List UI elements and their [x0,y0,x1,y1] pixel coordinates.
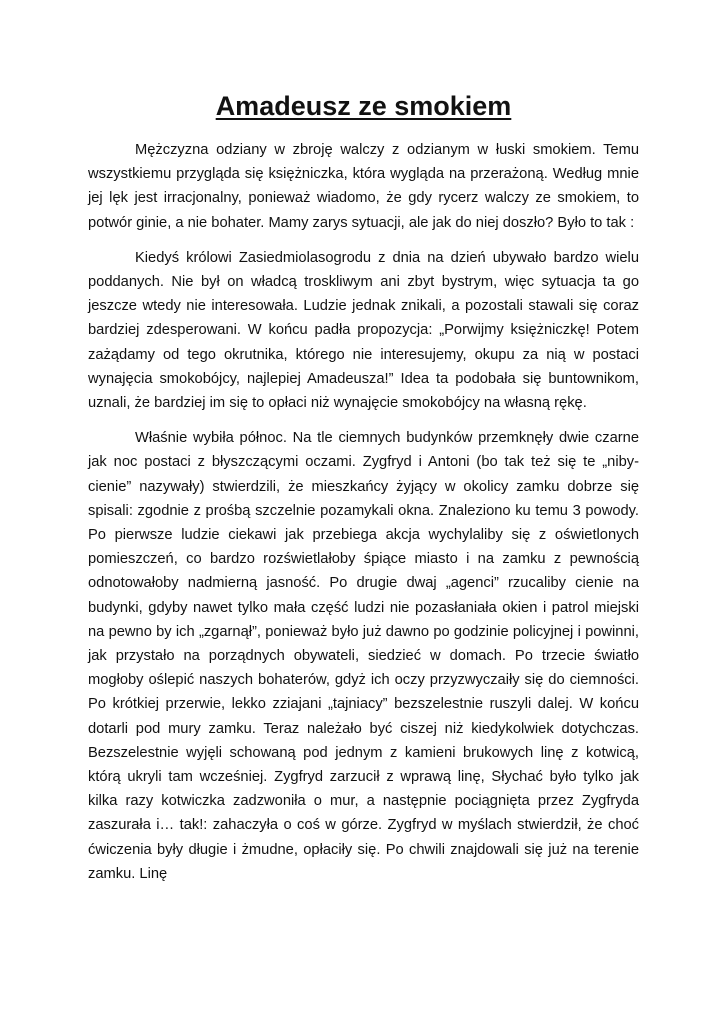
paragraph-king: Kiedyś królowi Zasiedmiolasogrodu z dnia na dzień ubywało bardzo wielu poddanych. Nie był on władcą troskliwym ani zbyt bystrym, więc sytuacja ta go jeszcze wtedy nie interesowała. Ludzie jednak znikali, a pozostali stawali się coraz bardziej zdesperowani. W końcu padła propozycja: „Porwijmy księżniczkę! Potem zażądamy od tego okrutnika, którego nie interesujemy, okupu za nią w postaci wynajęcia smokobójcy, najlepiej Amadeusza!” Idea ta podobała się buntownikom, uznali, że bardziej im się to opłaci niż wynajęcie smokobójcy na własną rękę. [88,249,639,412]
paragraph-midnight: Właśnie wybiła północ. Na tle ciemnych budynków przemknęły dwie czarne jak noc postaci z błyszczącymi oczami. Zygfryd i Antoni (bo tak też się te „niby-cienie” nazywały) stwierdzili, że mieszkańcy żyjący w okolicy zamku dobrze się spisali: zgodnie z prośbą szczelnie pozamykali okna. Znaleziono ku temu 3 powody. Po pierwsze ludzie ciekawi jak przebiega akcja wychylaliby się z oświetlonych pomieszczeń, co bardzo rozświetlałoby śpiące miasto i na zamku z pewnością odnotowałoby nadmierną jasność. Po drugie dwaj „agenci” rzucaliby cienie na budynki, gdyby nawet tylko mała część ludzi nie pozasłaniała okien i patrol miejski na pewno by ich „zgarnął”, ponieważ było już dawno po godzinie policyjnej i powinni, jak przystało na porządnych obywateli, siedzieć w domach. Po trzecie światło mogłoby oślepić naszych bohaterów, gdyż ich oczy przyzwyczaiły się do ciemności. Po krótkiej przerwie, lekko zziajani „tajniacy” bezszelestnie ruszyli dalej. W końcu dotarli pod mury zamku. Teraz należało być ciszej niż kiedykolwiek dotychczas. Bezszelestnie wyjęli schowaną pod jednym z kamieni brukowych linę z kotwicą, którą ukryli tam wcześniej. Zygfryd zarzucił z wprawą linę, Słychać było tylko jak kilka razy kotwiczka zadzwoniła o mur, a następnie pociągnięta przez Zygfryda zaszurała i… tak!: zahaczyła o coś w górze. Zygfryd w myślach stwierdził, że choć ćwiczenia były długie i żmudne, opłaciły się. Po chwili znajdowali się już na terenie zamku. Linę [88,430,639,882]
document-title: Amadeusz ze smokiem [215,91,512,121]
paragraph-intro: Mężczyzna odziany w zbroję walczy z odzianym w łuski smokiem. Temu wszystkiemu przygląda się księżniczka, która wygląda na przerażoną. Według mnie jej lęk jest irracjonalny, ponieważ wiadomo, że gdy rycerz walczy ze smokiem, to potwór ginie, a nie bohater. Mamy zarys sytuacji, ale jak do niej doszło? Było to tak : [88,142,639,231]
document-page [88,88,639,897]
